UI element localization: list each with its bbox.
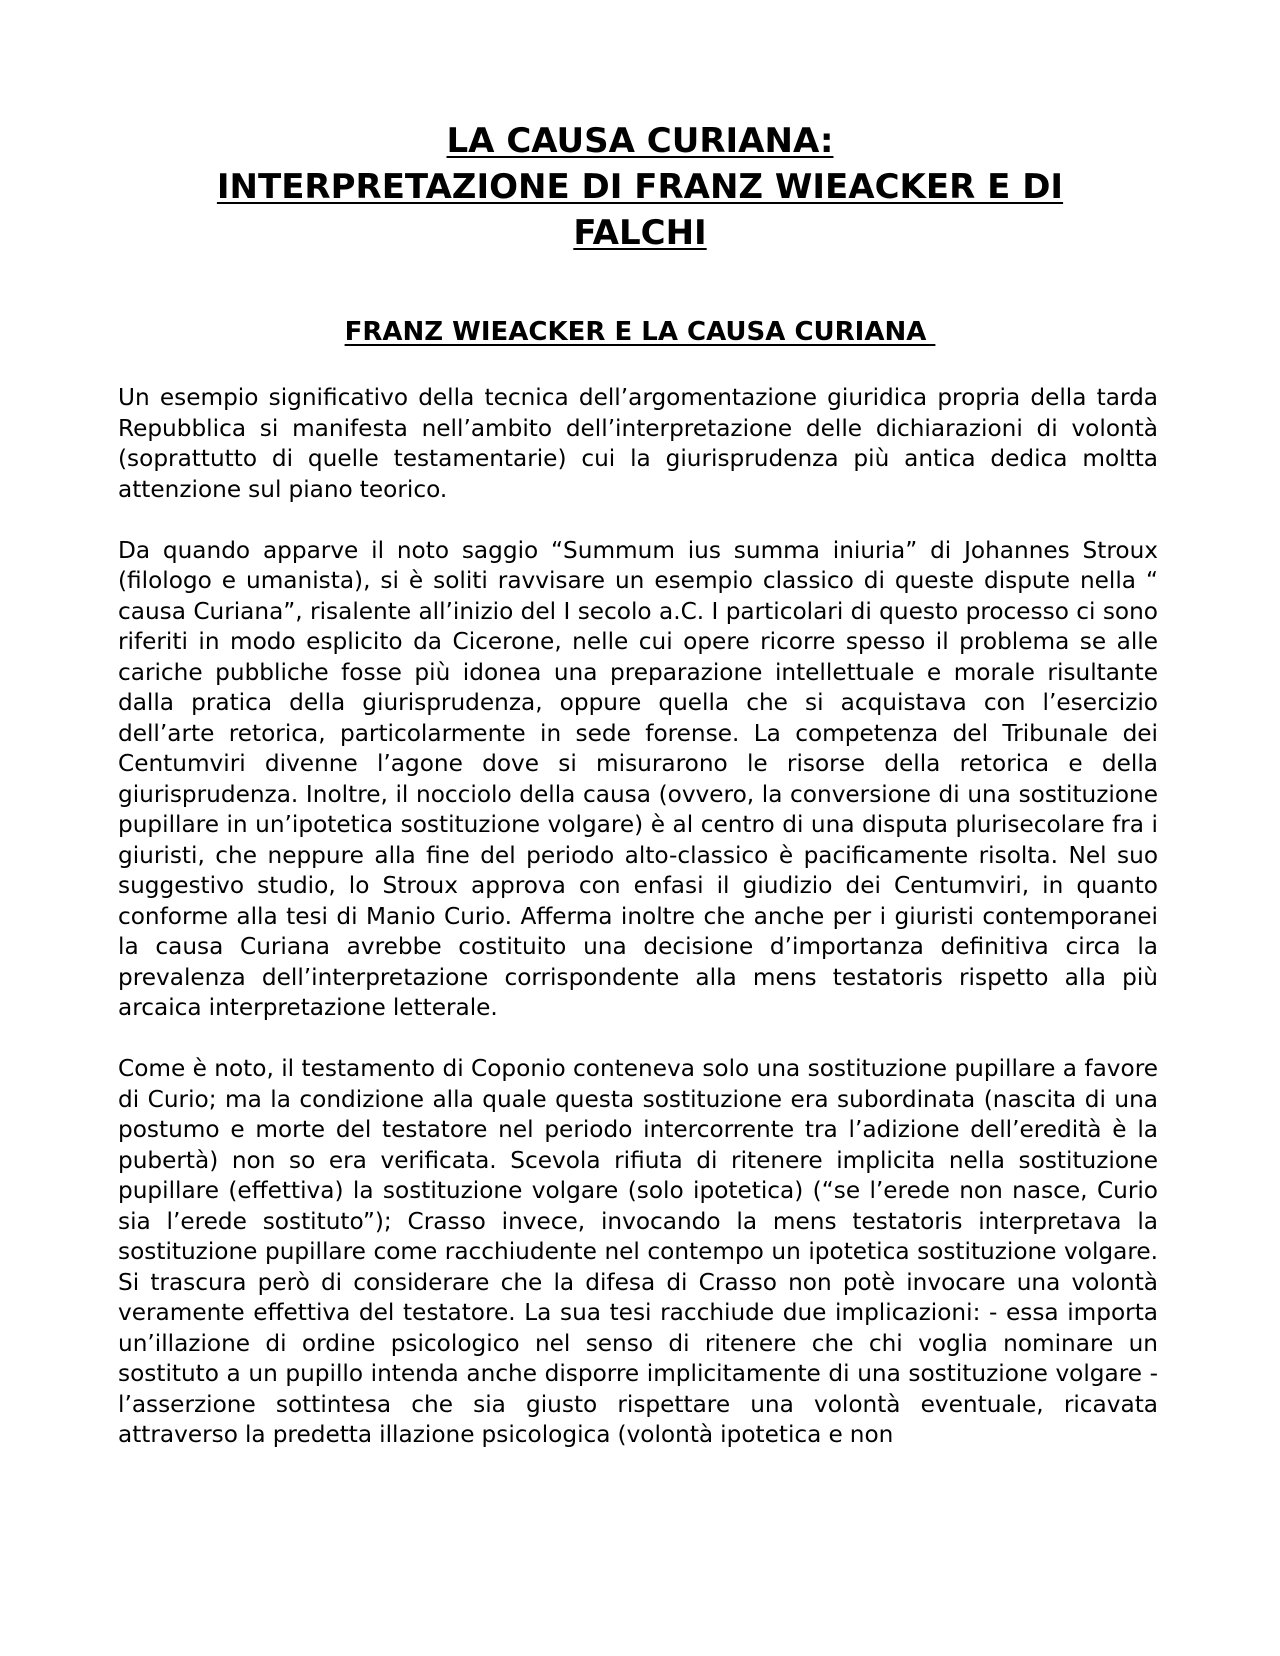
title-line-2: INTERPRETAZIONE DI FRANZ WIEACKER E DI: [216, 167, 1064, 207]
paragraph-1: Un esempio significativo della tecnica dell’argomentazione giuridica propria della tarda Repubblica si manifesta nell’ambito dell’interpretazione delle dichiarazioni di volontà (soprattutto di quelle testamentarie) cui la giurisprudenza più antica dedica moltta attenzione sul piano teorico.: [118, 384, 1158, 503]
title-line-1: LA CAUSA CURIANA:: [446, 121, 834, 161]
paragraph-3: Come è noto, il testamento di Coponio conteneva solo una sostituzione pupillare a favore di Curio; ma la condizione alla quale questa sostituzione era subordinata (nascita di una postumo e morte del testatore nel periodo intercorrente tra l’adizione dell’eredità è la pubertà) non so era verificata. Scevola rifiuta di ritenere implicita nella sostituzione pupillare (effettiva) la sostituzione volgare (solo ipotetica) (“se l’erede non nasce, Curio sia l’erede sostituto”); Crasso invece, invocando la mens testatoris interpretava la sostituzione pupillare come racchiudente nel contempo un ipotetica sostituzione volgare. Si trascura però di considerare che la difesa di Crasso non potè invocare una volontà veramente effettiva del testatore. La sua tesi racchiude due implicazioni: - essa importa un’illazione di ordine psicologico nel senso di ritenere che chi voglia nominare un sostituto a un pupillo intenda anche disporre implicitamente di una sostituzione volgare - l’asserzione sottintesa che sia giusto rispettare una volontà eventuale, ricavata attraverso la predetta illazione psicologica (volontà ipotetica e non: [118, 1055, 1158, 1448]
title-line-3: FALCHI: [573, 213, 707, 253]
document-title: [0, 118, 1280, 256]
paragraph-2: Da quando apparve il noto saggio “Summum ius summa iniuria” di Johannes Stroux (filologo e umanista), si è soliti ravvisare un esempio classico di queste dispute nella “ causa Curiana”, risalente all’inizio del I secolo a.C. I particolari di questo processo ci sono riferiti in modo esplicito da Cicerone, nelle cui opere ricorre spesso il problema se alle cariche pubbliche fosse più idonea una preparazione intellettuale e morale risultante dalla pratica della giurisprudenza, oppure quella che si acquistava con l’esercizio dell’arte retorica, particolarmente in sede forense. La competenza del Tribunale dei Centumviri divenne l’agone dove si misurarono le risorse della retorica e della giurisprudenza. Inoltre, il nocciolo della causa (ovvero, la conversione di una sostituzione pupillare in un’ipotetica sostituzione volgare) è al centro di una disputa plurisecolare fra i giuristi, che neppure alla fine del periodo alto-classico è pacificamente risolta. Nel suo suggestivo studio, lo Stroux approva con enfasi il giudizio dei Centumviri, in quanto conforme alla tesi di Manio Curio. Afferma inoltre che anche per i giuristi contemporanei la causa Curiana avrebbe costituito una decisione d’importanza definitiva circa la prevalenza dell’interpretazione corrispondente alla mens testatoris rispetto alla più arcaica interpretazione letterale.: [118, 536, 1158, 1021]
section-heading: FRANZ WIEACKER E LA CAUSA CURIANA: [344, 317, 936, 347]
body-text: [118, 383, 1158, 1481]
